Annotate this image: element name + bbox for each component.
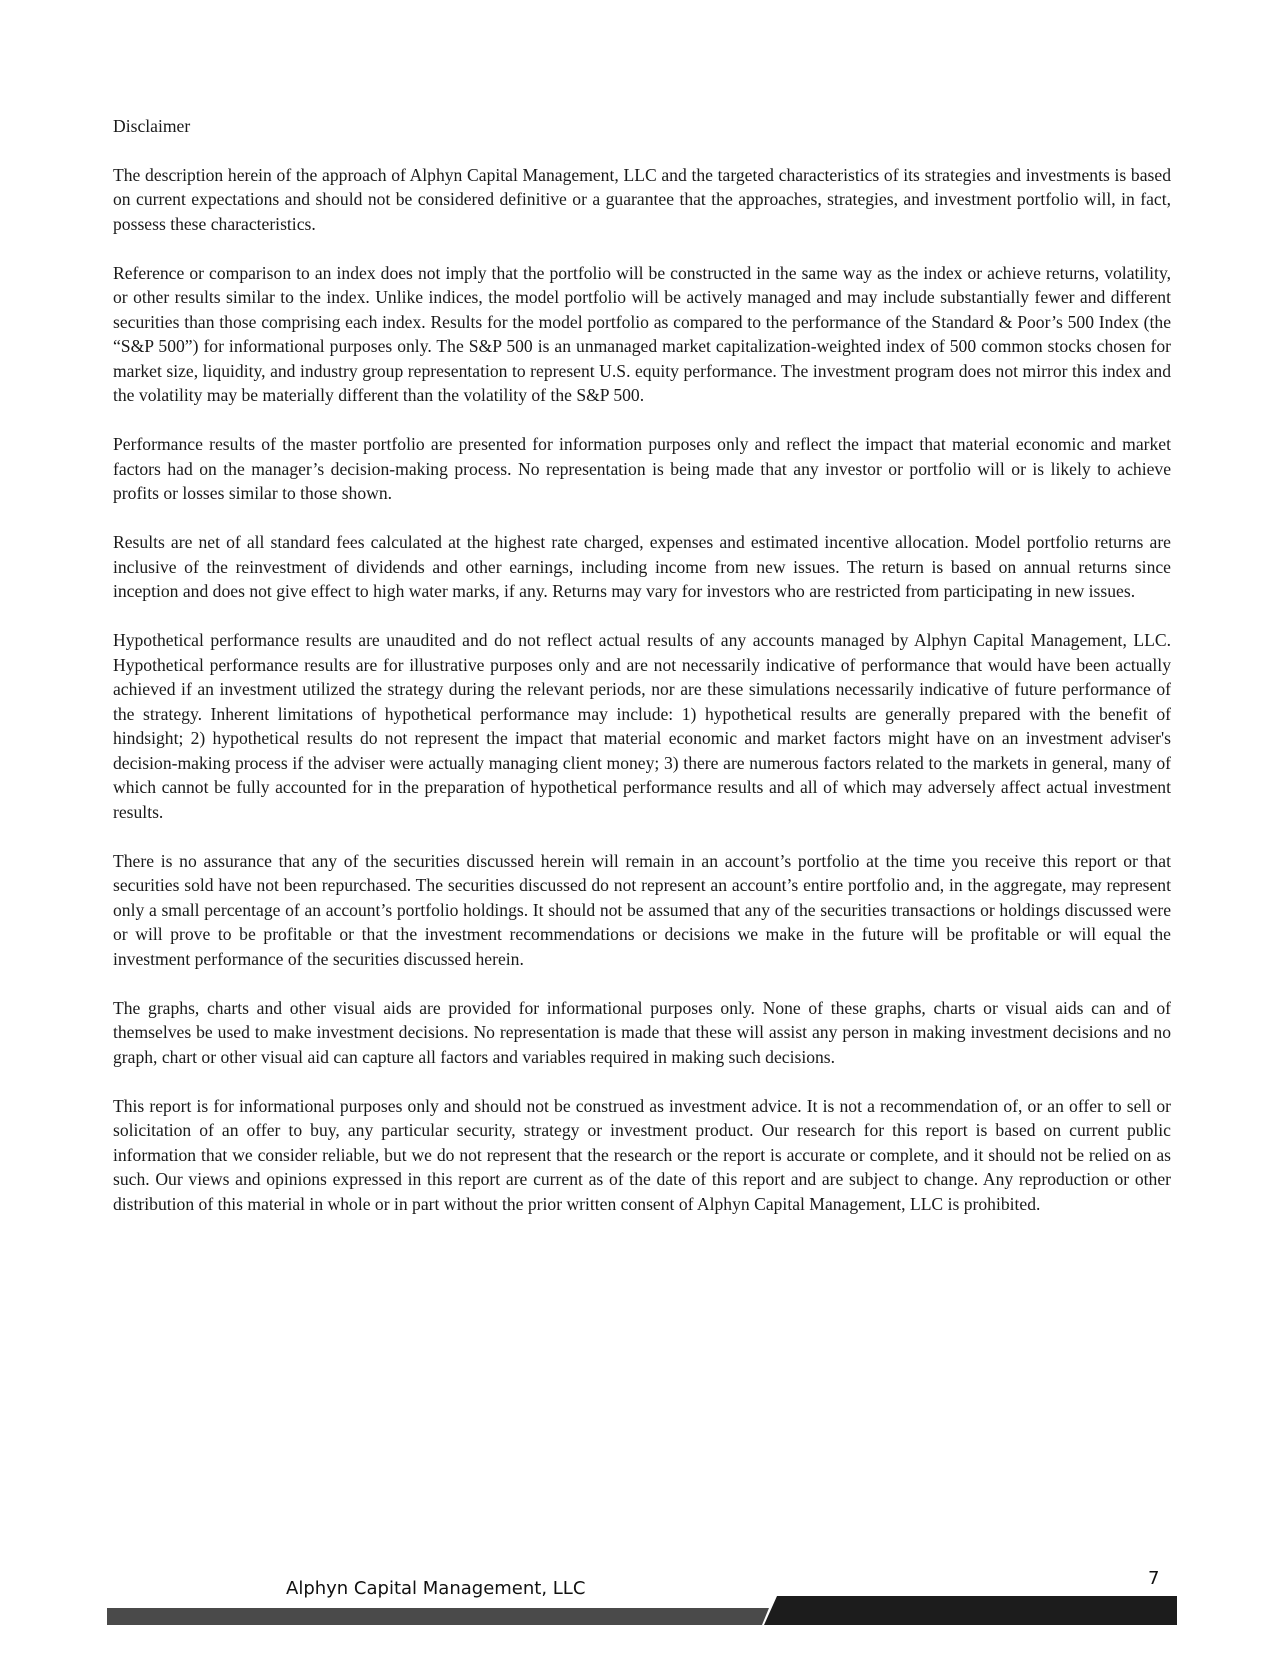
paragraph-securities: There is no assurance that any of the securities discussed herein will remain in an account’s portfolio at the time you receive this report or that securities sold have not been repurchased. The securities discussed do not represent an account’s entire portfolio and, in the aggregate, may represent only a small percentage of an account’s portfolio holdings. It should not be assumed that any of the securities transactions or holdings discussed were or will prove to be profitable or that the investment recommendations or decisions we make in the future will be profitable or will equal the investment performance of the securities discussed herein.: [113, 850, 1171, 969]
paragraph-fees: Results are net of all standard fees calculated at the highest rate charged, expenses and estimated incentive allocation. Model portfolio returns are inclusive of the reinvestment of dividends and other earnings, including income from new issues. The return is based on annual returns since inception and does not give effect to high water marks, if any. Returns may vary for investors who are restricted from participating in new issues.: [113, 532, 1171, 601]
footer-light-bar: [107, 1608, 769, 1625]
footer-decorative-bars: [107, 1596, 1177, 1628]
paragraph-hypothetical: Hypothetical performance results are unaudited and do not reflect actual results of any accounts managed by Alphyn Capital Management, LLC. Hypothetical performance results are for illustrative purposes only and are not necessarily indicative of performance that would have been actually achieved if an investment utilized the strategy during the relevant periods, nor are these simulations necessarily indicative of future performance of the strategy. Inherent limitations of hypothetical performance may include: 1) hypothetical results are generally prepared with the benefit of hindsight; 2) hypothetical results do not represent the impact that material economic and market factors might have on an investment adviser's decision-making process if the adviser were actually managing client money; 3) there are numerous factors related to the markets in general, many of which cannot be fully accounted for in the preparation of hypothetical performance results and all of which may adversely affect actual investment results.: [113, 630, 1171, 822]
paragraph-approach: The description herein of the approach of Alphyn Capital Management, LLC and the targeted characteristics of its strategies and investments is based on current expectations and should not be considered definitive or a guarantee that the approaches, strategies, and investment portfolio will, in fact, possess these characteristics.: [113, 164, 1171, 234]
footer-company-name: Alphyn Capital Management, LLC: [286, 1578, 586, 1599]
paragraph-visual-aids: The graphs, charts and other visual aids are provided for informational purposes only. None of these graphs, charts or visual aids can and of themselves be used to make investment decisions. No representation is made that these will assist any person in making investment decisions and no graph, chart or other visual aid can capture all factors and variables required in making such decisions.: [113, 997, 1171, 1067]
paragraph-informational: This report is for informational purposes only and should not be construed as investment advice. It is not a recommendation of, or an offer to sell or solicitation of an offer to buy, any particular security, strategy or investment product. Our research for this report is based on current public information that we consider reliable, but we do not represent that the research or the report is accurate or complete, and it should not be relied on as such. Our views and opinions expressed in this report are current as of the date of this report and are subject to change. Any reproduction or other distribution of this material in whole or in part without the prior written consent of Alphyn Capital Management, LLC is prohibited.: [113, 1095, 1171, 1214]
paragraph-performance-results: Performance results of the master portfolio are presented for information purposes only and reflect the impact that material economic and market factors had on the manager’s decision-making process. No representation is being made that any investor or portfolio will or is likely to achieve profits or losses similar to those shown.: [113, 434, 1171, 503]
page-number: 7: [1148, 1568, 1160, 1589]
document-body: [113, 114, 1171, 1241]
paragraph-index-comparison: Reference or comparison to an index does not imply that the portfolio will be constructed in the same way as the index or achieve returns, volatility, or other results similar to the index. Unlike indices, the model portfolio will be actively managed and may include substantially fewer and different securities than those comprising each index. Results for the model portfolio as compared to the performance of the Standard & Poor’s 500 Index (the “S&P 500”) for informational purposes only. The S&P 500 is an unmanaged market capitalization-weighted index of 500 common stocks chosen for market size, liquidity, and industry group representation to represent U.S. equity performance. The investment program does not mirror this index and the volatility may be materially different than the volatility of the S&P 500.: [113, 262, 1171, 405]
footer-dark-bar: [764, 1596, 1177, 1625]
section-heading: Disclaimer: [113, 116, 191, 136]
